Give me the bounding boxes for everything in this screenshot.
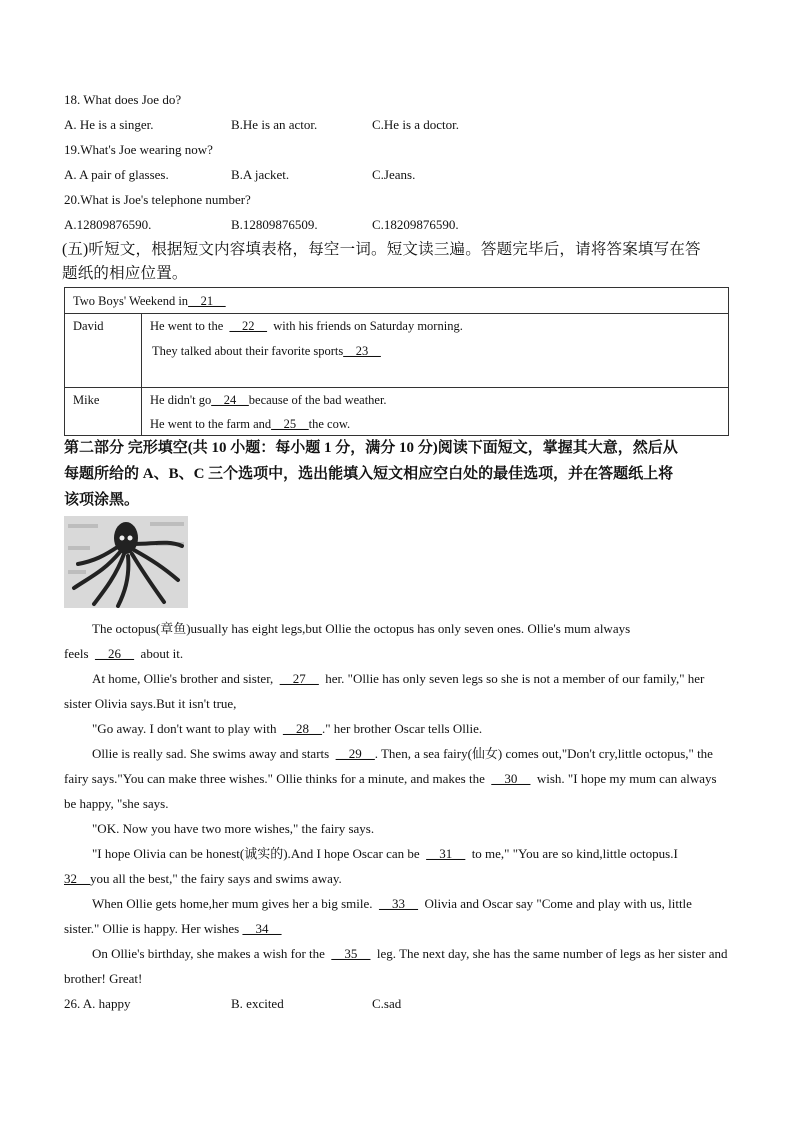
passage-text: "I hope Olivia can be honest(诚实的).And I hope Oscar can be <box>92 846 420 861</box>
blank-22: __22__ <box>229 319 267 333</box>
table-divider <box>65 313 728 314</box>
passage-text: Olivia and Oscar say "Come and play with us, little sister." Ollie is happy. Her wishes <box>64 896 692 936</box>
blank-32: 32__ <box>64 871 90 886</box>
table-title-text: Two Boys' Weekend in <box>73 294 189 308</box>
blank-27: __27__ <box>279 671 319 686</box>
passage-paragraph-8 <box>64 941 730 991</box>
blank-23: __23__ <box>343 344 381 358</box>
passage-text: . Then, a sea fairy(仙女) comes out,"Don't cry,little octopus," the fairy says."You can make three wishes." Ollie thinks for a minute, and makes the <box>64 746 713 786</box>
option-b: B.A jacket. <box>231 167 290 182</box>
passage-text: wish. "I hope my mum can always be happy, "she says. <box>64 771 717 811</box>
question-20: 20.What is Joe's telephone number? <box>64 192 251 207</box>
question-18: 18. What does Joe do? <box>64 92 182 107</box>
part-2-heading-line3: 该项涂黑。 <box>64 492 140 508</box>
blank-21: __21__ <box>188 294 226 308</box>
blank-26: __26__ <box>95 646 135 661</box>
option-c: C.Jeans. <box>372 167 416 182</box>
passage-paragraph-4 <box>64 741 730 816</box>
passage-text: to me," "You are so kind,little octopus.I <box>471 846 678 861</box>
cell-text: He went to the <box>150 319 224 333</box>
blank-35: __35__ <box>331 946 371 961</box>
part-2-heading-line2: 每题所给的 A、B、C 三个选项中，选出能填入短文相应空白处的最佳选项，并在答题纸上将 <box>64 466 674 482</box>
question-19: 19.What's Joe wearing now? <box>64 142 213 157</box>
mike-line-2 <box>150 416 350 432</box>
blank-31: __31__ <box>426 846 466 861</box>
passage-text: you all the best," the fairy says and swims away. <box>90 871 342 886</box>
passage-paragraph-7 <box>64 891 730 941</box>
blank-30: __30__ <box>491 771 531 786</box>
option-a: 26. A. happy <box>64 996 131 1011</box>
option-a: A. He is a singer. <box>64 117 154 132</box>
passage-text: Ollie is really sad. She swims away and starts <box>92 746 330 761</box>
cell-text: He didn't go <box>150 393 212 407</box>
option-b: B. excited <box>231 996 284 1011</box>
blank-25: __25__ <box>271 417 309 431</box>
option-b: B.12809876509. <box>231 217 318 232</box>
mike-line-1 <box>150 392 387 408</box>
blank-33: __33__ <box>379 896 419 911</box>
passage-paragraph-2 <box>64 666 730 716</box>
section-5-instruction-line1: (五)听短文，根据短文内容填表格，每空一词。短文读三遍。答题完毕后，请将答案填写在答 <box>62 241 701 258</box>
passage-text: When Ollie gets home,her mum gives her a big smile. <box>92 896 373 911</box>
option-b: B.He is an actor. <box>231 117 318 132</box>
weekend-table <box>64 287 729 436</box>
blank-28: __28__ <box>282 721 322 736</box>
table-divider <box>141 313 142 435</box>
option-c: C.He is a doctor. <box>372 117 460 132</box>
david-line-2 <box>152 343 381 359</box>
passage-paragraph-6 <box>64 841 730 891</box>
passage-text: ." her brother Oscar tells Ollie. <box>321 721 483 736</box>
passage-text: her. "Ollie has only seven legs so she is not a member of our family," her sister Olivia says.But it isn't true, <box>64 671 705 711</box>
section-5-instruction-line2: 题纸的相应位置。 <box>62 265 188 282</box>
table-title <box>73 293 226 309</box>
part-2-heading-line1: 第二部分 完形填空(共 10 小题：每小题 1 分，满分 10 分)阅读下面短文，掌握其大意，然后从 <box>64 440 678 456</box>
blank-24: __24__ <box>211 393 249 407</box>
cell-text: He went to the farm and <box>150 417 272 431</box>
passage-text: At home, Ollie's brother and sister, <box>92 671 274 686</box>
table-divider <box>65 387 728 388</box>
passage-text: The octopus(章鱼)usually has eight legs,but Ollie the octopus has only seven ones. Ollie's mum always feels <box>64 621 631 661</box>
passage-text: On Ollie's birthday, she makes a wish for the <box>92 946 325 961</box>
passage-paragraph-5 <box>64 816 730 841</box>
cell-text: because of the bad weather. <box>248 393 387 407</box>
passage-text: leg. The next day, she has the same number of legs as her sister and brother! Great! <box>64 946 728 986</box>
passage-paragraph-1 <box>64 616 730 666</box>
blank-34: __34__ <box>242 921 282 936</box>
blank-29: __29__ <box>335 746 375 761</box>
cell-text: the cow. <box>308 417 351 431</box>
row-name-david: David <box>73 319 104 333</box>
passage-paragraph-3 <box>64 716 730 741</box>
passage-text: "OK. Now you have two more wishes," the fairy says. <box>92 821 375 836</box>
passage-text: "Go away. I don't want to play with <box>92 721 277 736</box>
option-a: A.12809876590. <box>64 217 152 232</box>
option-a: A. A pair of glasses. <box>64 167 169 182</box>
option-c: C.sad <box>372 996 402 1011</box>
cell-text: with his friends on Saturday morning. <box>273 319 463 333</box>
david-line-1 <box>150 318 463 334</box>
row-name-mike: Mike <box>73 393 100 407</box>
octopus-illustration <box>64 516 188 608</box>
passage-text: about it. <box>140 646 184 661</box>
cell-text: They talked about their favorite sports <box>152 344 344 358</box>
option-c: C.18209876590. <box>372 217 459 232</box>
